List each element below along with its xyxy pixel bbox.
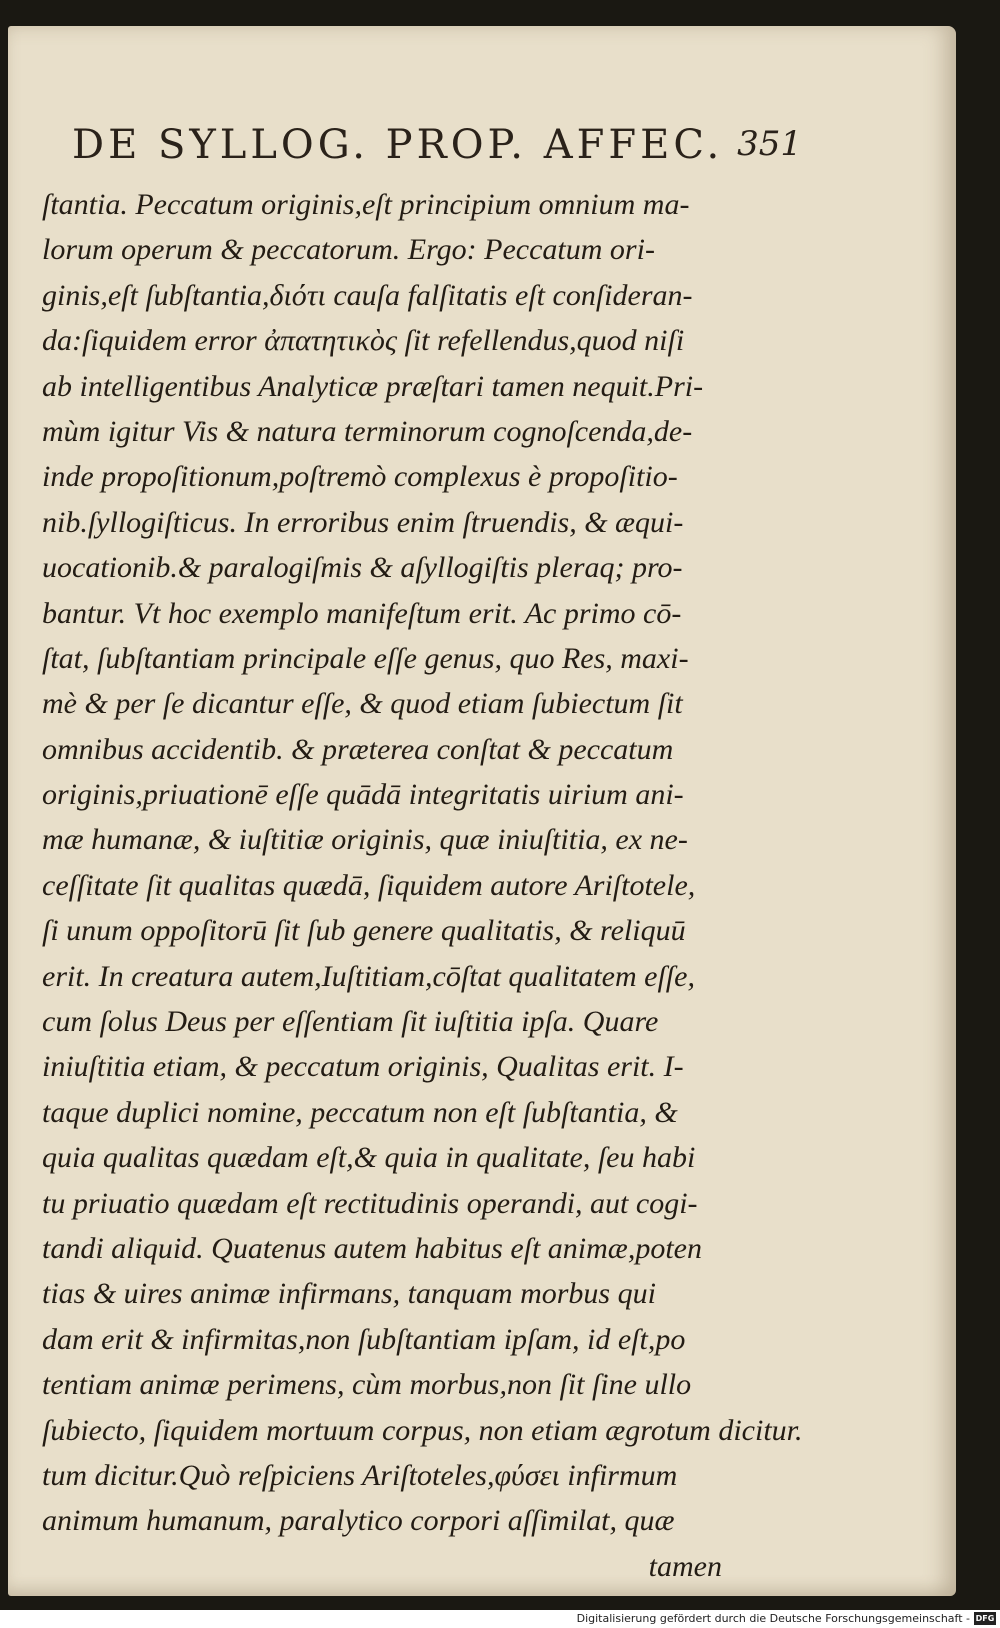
text-line: da:ſiquidem error ἀπατητικὸς ſit refellendus,quod niſi: [42, 324, 685, 358]
text-line: originis,priuationē eſſe quādā integritatis uirium ani-: [42, 778, 684, 812]
text-line: mè & per ſe dicantur eſſe, & quod etiam ſubiectum ſit: [42, 687, 683, 721]
book-page: [8, 26, 956, 1596]
text-line: ſubiecto, ſiquidem mortuum corpus, non etiam ægrotum dicitur.: [42, 1413, 803, 1447]
text-line: lorum operum & peccatorum. Ergo: Peccatum ori-: [42, 233, 655, 267]
catchword: tamen: [648, 1549, 722, 1583]
text-line: tentiam animæ perimens, cùm morbus,non ſit ſine ullo: [42, 1368, 692, 1402]
text-line: ginis,eſt ſubſtantia,διότι cauſa falſitatis eſt conſideran-: [42, 278, 693, 312]
text-line: tu priuatio quædam eſt rectitudinis operandi, aut cogi-: [42, 1186, 698, 1220]
dfg-logo-icon: DFG: [975, 1614, 995, 1623]
text-line: bantur. Vt hoc exemplo manifeſtum erit. Ac primo cō-: [42, 596, 682, 630]
body-text: [42, 182, 803, 1589]
text-line: inde propoſitionum,poſtremò complexus è propoſitio-: [42, 460, 678, 494]
text-line: nib.ſyllogiſticus. In erroribus enim ſtruendis, & æqui-: [42, 505, 684, 539]
text-line: mæ humanæ, & iuſtitiæ originis, quæ iniuſtitia, ex ne-: [42, 823, 688, 857]
text-line: tandi aliquid. Quatenus autem habitus eſt animæ,poten: [42, 1231, 702, 1265]
text-line: animum humanum, paralytico corpori aſſimilat, quæ: [42, 1504, 675, 1538]
text-line: ab intelligentibus Analyticæ præſtari tamen nequit.Pri-: [42, 369, 704, 403]
footer-bar: [0, 1610, 1000, 1628]
text-line: erit. In creatura autem,Iuſtitiam,cōſtat qualitatem eſſe,: [42, 959, 695, 993]
text-line: mùm igitur Vis & natura terminorum cognoſcenda,de-: [42, 414, 693, 448]
text-line: quia qualitas quædam eſt,& quia in qualitate, ſeu habi: [42, 1141, 696, 1175]
running-head-title: DE SYLLOG. PROP. AFFEC.: [72, 122, 724, 168]
text-line: ſtantia. Peccatum originis,eſt principium omnium ma-: [42, 188, 690, 221]
text-line: omnibus accidentib. & præterea conſtat & peccatum: [42, 732, 674, 766]
text-line: taque duplici nomine, peccatum non eſt ſubſtantia, &: [42, 1095, 678, 1129]
text-line: iniuſtitia etiam, & peccatum originis, Qualitas erit. I-: [42, 1050, 684, 1084]
text-line: ceſſitate ſit qualitas quædā, ſiquidem autore Ariſtotele,: [42, 868, 696, 902]
text-line: tum dicitur.Quò reſpiciens Ariſtoteles,φύσει infirmum: [42, 1458, 678, 1492]
funding-notice: Digitalisierung gefördert durch die Deutsche Forschungsgemeinschaft -: [576, 1612, 970, 1625]
text-line: tias & uires animæ infirmans, tanquam morbus qui: [42, 1277, 656, 1311]
text-line: cum ſolus Deus per eſſentiam ſit iuſtitia ipſa. Quare: [42, 1005, 659, 1039]
text-line: ſi unum oppoſitorū ſit ſub genere qualitatis, & reliquū: [42, 914, 686, 948]
text-line: ſtat, ſubſtantiam principale eſſe genus, quo Res, maxi-: [42, 641, 689, 675]
page-number: 351: [737, 124, 802, 164]
text-line: uocationib.& paralogiſmis & aſyllogiſtis pleraq; pro-: [42, 551, 683, 585]
text-line: dam erit & infirmitas,non ſubſtantiam ipſam, id eſt,po: [42, 1322, 686, 1356]
running-head: [72, 122, 802, 182]
